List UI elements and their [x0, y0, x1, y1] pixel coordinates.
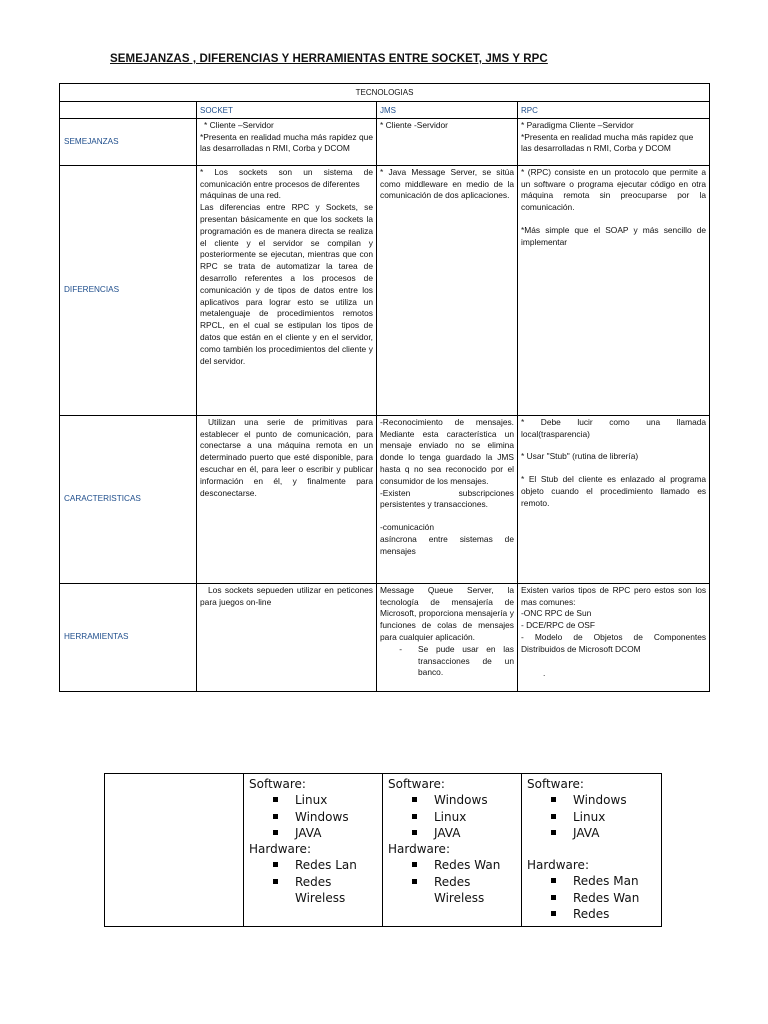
- list-item: Redes Wan: [551, 890, 655, 906]
- list-item: JAVA: [551, 825, 655, 841]
- column-header-jms: JMS: [377, 102, 518, 119]
- list-item: JAVA: [412, 825, 515, 841]
- cell-herramientas-jms: [377, 583, 518, 691]
- list-item: Redes Wireless: [273, 874, 376, 907]
- row-semejanzas: [60, 118, 710, 165]
- comparison-table: [59, 83, 710, 692]
- document-title: SEMEJANZAS , DIFERENCIAS Y HERRAMIENTAS ENTRE SOCKET, JMS Y RPC: [110, 53, 548, 65]
- tools-cell-jms: [383, 774, 522, 927]
- cell-text: máquinas de una red.: [200, 190, 282, 201]
- cell-text: * Debe lucir como una llamada local(trasparencia): [521, 416, 707, 439]
- tools-cell-socket: [244, 774, 383, 927]
- cell-herramientas-rpc: [518, 583, 710, 691]
- cell-text: * Los sockets son un sistema de comunicación entre procesos de diferentes: [200, 166, 373, 189]
- software-label: Software:: [527, 777, 584, 791]
- list-item: Windows: [412, 792, 515, 808]
- table-header-row: [60, 84, 710, 102]
- cell-text: Message Queue Server, la tecnología de mensajería de Microsoft, proporciona mensajería y funciones de colas de mensajes para cualquier aplicación.: [380, 584, 514, 642]
- cell-text: Utilizan una serie de primitivas para establecer el punto de comunicación, para conectarse a una máquina remota en un determinado puerto que esté disponible, para escuchar en él, para leer o escribir y publicar información en él, y finalmente para desconectarse.: [200, 416, 373, 498]
- hardware-list: [388, 857, 515, 906]
- software-list: [527, 792, 655, 841]
- cell-diferencias-socket: [197, 165, 377, 415]
- cell-herramientas-socket: [197, 583, 377, 691]
- cell-text: * Java Message Server, se sitúa como middleware en medio de la comunicación de dos aplicaciones.: [380, 166, 514, 201]
- cell-caracteristicas-socket: [197, 415, 377, 583]
- column-header-row: [60, 102, 710, 119]
- tools-table: [104, 773, 662, 927]
- list-item: Windows: [551, 792, 655, 808]
- cell-text: * (RPC) consiste en un protocolo que permite a un software o programa ejecutar código en otra máquina remota sin preocuparse por la comunicación.: [521, 166, 707, 213]
- hardware-list: [249, 857, 376, 906]
- software-list: [388, 792, 515, 841]
- cell-text: asíncrona entre sistemas de mensajes: [380, 533, 514, 556]
- cell-caracteristicas-jms: [377, 415, 518, 583]
- cell-text: * El Stub del cliente es enlazado al programa objeto cuando el procedimiento llamado es remoto.: [521, 474, 707, 508]
- list-item: Windows: [273, 809, 376, 825]
- row-label-herramientas: HERRAMIENTAS: [60, 583, 197, 691]
- cell-semejanzas-rpc: [518, 118, 710, 165]
- column-header-rpc: RPC: [518, 102, 710, 119]
- cell-text: Las diferencias entre RPC y Sockets, se presentan básicamente en que los sockets la programación es de manera directa se realiza el cliente y el servidor se compilan y posteriormente se ejecutan, mientras que con RPC se trata de automatizar la tarea de desarrollo referentes a los procesos de comunicación y de tipos de datos entre los aplicativos para lograr esto se utiliza un metalenguaje de procedimientos remotos RPCL, en el cual se estipulan los tipos de datos que están en el cliente y en el servidor, como también los procedimientos del cliente y del servidor.: [200, 202, 373, 366]
- list-item: Linux: [551, 809, 655, 825]
- row-caracteristicas: [60, 415, 710, 583]
- software-label: Software:: [388, 777, 445, 791]
- cell-text: - DCE/RPC de OSF: [521, 620, 595, 631]
- cell-text: *Más simple que el SOAP y más sencillo de implementar: [521, 224, 707, 247]
- cell-semejanzas-socket: [197, 118, 377, 165]
- cell-text: -comunicación: [380, 522, 434, 533]
- cell-text: -ONC RPC de Sun: [521, 608, 592, 619]
- cell-text: Existen varios tipos de RPC pero estos son los mas comunes:: [521, 584, 707, 607]
- hardware-label: Hardware:: [527, 858, 589, 873]
- cell-semejanzas-jms: [377, 118, 518, 165]
- list-item: Linux: [412, 809, 515, 825]
- row-label-diferencias: DIFERENCIAS: [60, 165, 197, 415]
- hardware-label: Hardware:: [388, 842, 450, 857]
- tools-cell-rpc: [522, 774, 662, 927]
- cell-text: *Presenta en realidad mucha más rapidez que las desarrolladas n RMI, Corba y DCOM: [200, 131, 373, 154]
- cell-text: * Usar "Stub" (rutina de librería): [521, 451, 639, 462]
- list-dash: -: [399, 643, 402, 654]
- cell-diferencias-jms: [377, 165, 518, 415]
- cell-text: .: [543, 667, 546, 678]
- cell-text: Los sockets sepueden utilizar en peticones para juegos on-line: [200, 584, 373, 607]
- technologies-header: TECNOLOGIAS: [60, 84, 710, 102]
- cell-text: *Presenta en realidad mucha más rapidez que las desarrolladas n RMI, Corba y DCOM: [521, 131, 694, 154]
- row-diferencias: [60, 165, 710, 415]
- cell-text: * Paradigma Cliente –Servidor: [521, 119, 634, 130]
- list-item: Linux: [273, 792, 376, 808]
- row-label-semejanzas: SEMEJANZAS: [60, 118, 197, 165]
- empty-header-cell: [60, 102, 197, 119]
- cell-text: -Existen subscripciones persistentes y transacciones.: [380, 487, 514, 510]
- cell-text: * Cliente -Servidor: [380, 119, 448, 130]
- cell-text: Se pude usar en las transacciones de un banco.: [418, 643, 514, 678]
- software-list: [249, 792, 376, 841]
- row-label-caracteristicas: CARACTERISTICAS: [60, 415, 197, 583]
- list-item: Redes Lan: [273, 857, 376, 873]
- list-item: Redes Man: [551, 873, 655, 889]
- row-herramientas: [60, 583, 710, 691]
- software-label: Software:: [249, 777, 306, 791]
- cell-text: * Cliente –Servidor: [204, 119, 274, 130]
- cell-text: -Reconocimiento de mensajes. Mediante esta característica un mensaje enviado no se elimina donde lo tenga guardado la JMS hasta q no sea reconocido por el consumidor de los mensajes.: [380, 416, 514, 486]
- column-header-socket: SOCKET: [197, 102, 377, 119]
- cell-text: - Modelo de Objetos de Componentes Distribuidos de Microsoft DCOM: [521, 631, 707, 654]
- tools-row: [105, 774, 662, 927]
- list-item: Redes: [551, 906, 655, 922]
- hardware-label: Hardware:: [249, 842, 311, 857]
- list-item: JAVA: [273, 825, 376, 841]
- tools-empty-cell: [105, 774, 244, 927]
- list-item: Redes Wan: [412, 857, 515, 873]
- hardware-list: [527, 873, 655, 922]
- cell-caracteristicas-rpc: [518, 415, 710, 583]
- cell-diferencias-rpc: [518, 165, 710, 415]
- list-item: Redes Wireless: [412, 874, 515, 907]
